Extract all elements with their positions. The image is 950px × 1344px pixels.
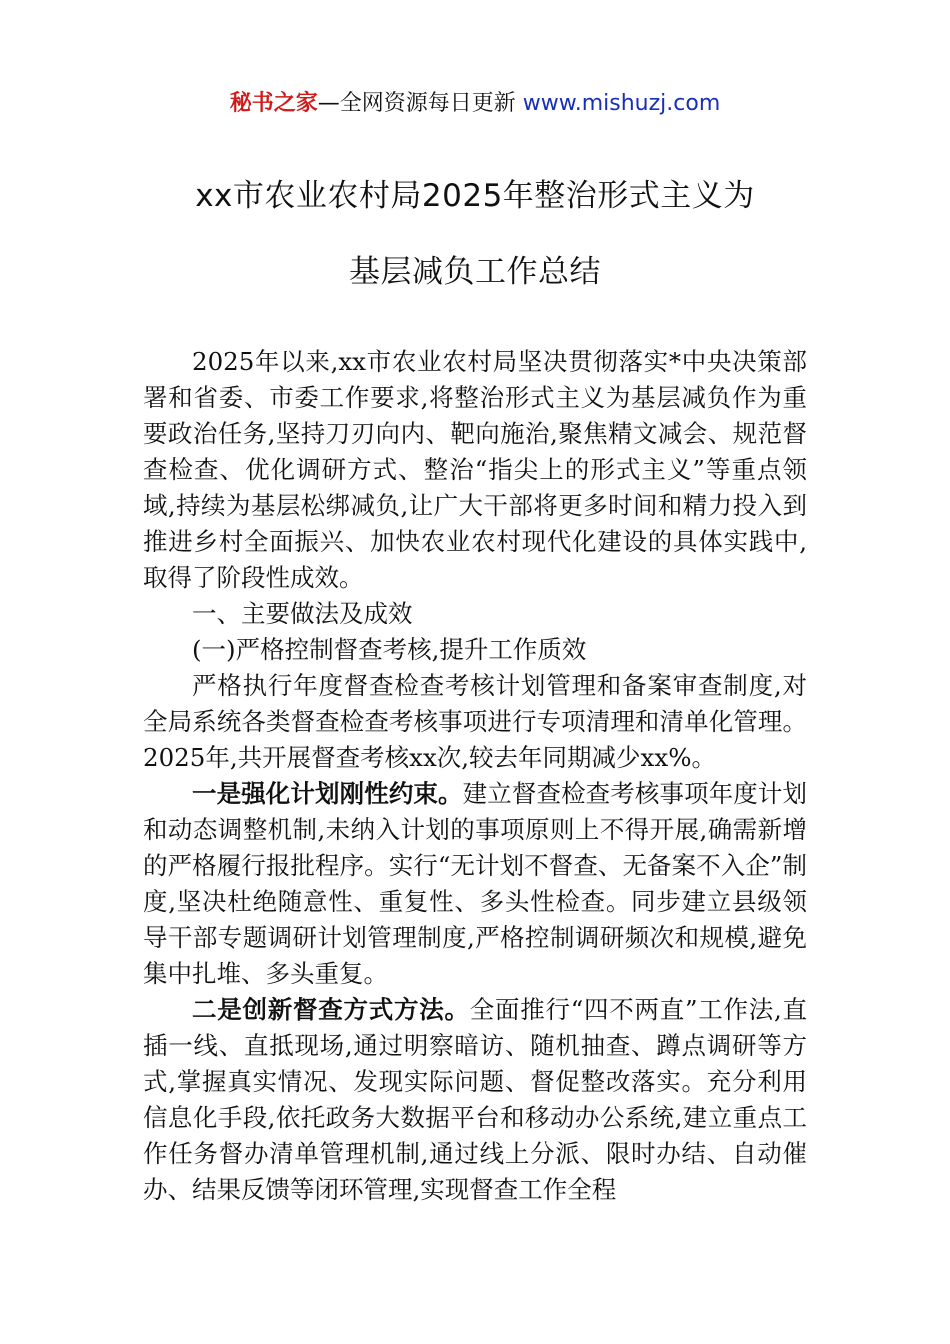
- subsection-heading: (一)严格控制督查考核,提升工作质效: [192, 635, 587, 664]
- title-line-2: 基层减负工作总结: [349, 254, 601, 290]
- intro-paragraph: 2025年以来,xx市农业农村局坚决贯彻落实*中央决策部署和省委、市委工作要求,将整治形式主义为基层减负作为重要政治任务,坚持刀刃向内、靶向施治,聚焦精文减会、规范督查检查、优化调研方式、整治“指尖上的形式主义”等重点领域,持续为基层松绑减负,让广大干部将更多时间和精力投入到推进乡村全面振兴、加快农业农村现代化建设的具体实践中,取得了阶段性成效。: [143, 347, 807, 592]
- site-header: [0, 88, 950, 120]
- point-2-paragraph: [143, 992, 807, 1208]
- point-1-lead: 一是强化计划刚性约束。: [192, 779, 463, 808]
- point-1-text: 建立督查检查考核事项年度计划和动态调整机制,未纳入计划的事项原则上不得开展,确需新增的严格履行报批程序。实行“无计划不督查、无备案不入企”制度,坚决杜绝随意性、重复性、多头性检查。同步建立县级领导干部专题调研计划管理制度,严格控制调研频次和规模,避免集中扎堆、多头重复。: [143, 779, 808, 988]
- site-url-link[interactable]: www.mishuzj.com: [522, 91, 721, 116]
- point-2-text: 全面推行“四不两直”工作法,直插一线、直抵现场,通过明察暗访、随机抽查、蹲点调研等方式,掌握真实情况、发现实际问题、督促整改落实。充分利用信息化手段,依托政务大数据平台和移动办公系统,建立重点工作任务督办清单管理机制,通过线上分派、限时办结、自动催办、结果反馈等闭环管理,实现督查工作全程: [143, 995, 808, 1204]
- brand-name: 秘书之家: [229, 91, 318, 116]
- point-1-paragraph: [143, 776, 807, 992]
- header-tagline: —全网资源每日更新: [317, 91, 523, 116]
- title-line-1: xx市农业农村局2025年整治形式主义为: [195, 178, 755, 214]
- point-2-lead: 二是创新督查方式方法。: [192, 995, 470, 1024]
- document-title: [120, 158, 830, 310]
- section-heading: 一、主要做法及成效: [192, 599, 413, 628]
- document-body: [143, 344, 807, 1208]
- subsection-paragraph: 严格执行年度督查检查考核计划管理和备案审查制度,对全局系统各类督查检查考核事项进行专项清理和清单化管理。2025年,共开展督查考核xx次,较去年同期减少xx%。: [143, 671, 807, 772]
